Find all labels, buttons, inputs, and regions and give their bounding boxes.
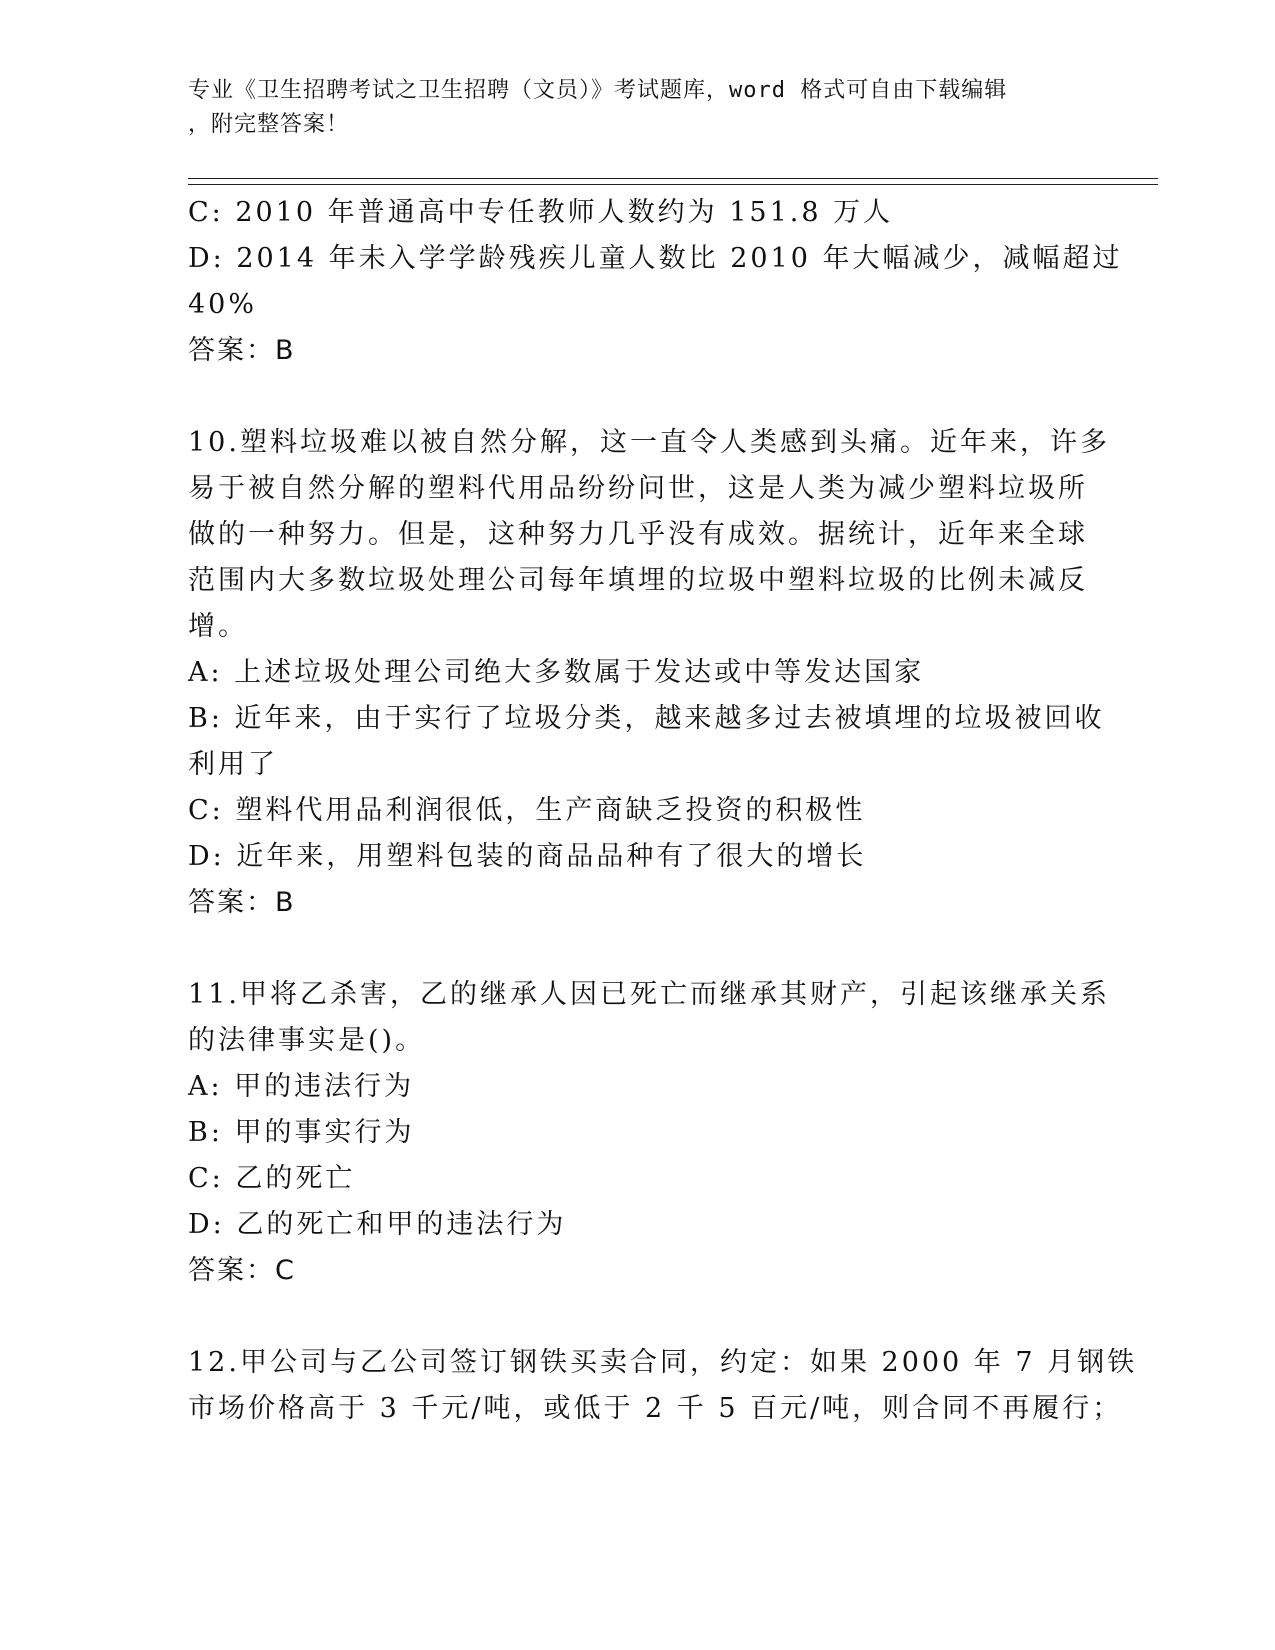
option-a: A: 甲的违法行为 <box>188 1071 415 1102</box>
option-d: D: 近年来，用塑料包装的商品品种有了很大的增长 <box>188 841 867 872</box>
header-divider <box>188 178 1158 185</box>
question-12 <box>188 1340 1138 1432</box>
option-d-continued: 40% <box>188 289 258 320</box>
option-b: B: 近年来，由于实行了垃圾分类，越来越多过去被填埋的垃圾被回收 <box>188 703 1105 734</box>
answer: 答案：B <box>188 887 296 918</box>
option-c: C: 塑料代用品利润很低，生产商缺乏投资的积极性 <box>188 795 866 826</box>
option-c: C: 2010 年普通高中专任教师人数约为 151.8 万人 <box>188 197 894 228</box>
header-title-line: 专业《卫生招聘考试之卫生招聘（文员）》考试题库，word 格式可自由下载编辑 <box>188 78 1008 103</box>
question-stem: 做的一种努力。但是，这种努力几乎没有成效。据统计，近年来全球 <box>188 519 1088 550</box>
option-b-continued: 利用了 <box>188 749 278 780</box>
header-title-line-continued: ，附完整答案！ <box>188 112 350 137</box>
option-a: A: 上述垃圾处理公司绝大多数属于发达或中等发达国家 <box>188 657 925 688</box>
question-9 <box>188 190 1123 374</box>
spacer <box>188 926 1088 972</box>
question-stem: 范围内大多数垃圾处理公司每年填埋的垃圾中塑料垃圾的比例未减反 <box>188 565 1088 596</box>
option-c: C: 乙的死亡 <box>188 1163 356 1194</box>
question-11 <box>188 972 1110 1294</box>
question-stem: 的法律事实是()。 <box>188 1025 426 1056</box>
option-d: D: 2014 年未入学学龄残疾儿童人数比 2010 年大幅减少，减幅超过 <box>188 243 1123 274</box>
document-body <box>188 190 1138 1432</box>
answer: 答案：B <box>188 335 296 366</box>
spacer <box>188 1294 1088 1340</box>
option-d: D: 乙的死亡和甲的违法行为 <box>188 1209 567 1240</box>
document-header <box>188 74 1078 142</box>
answer: 答案：C <box>188 1255 296 1286</box>
question-stem: 11.甲将乙杀害，乙的继承人因已死亡而继承其财产，引起该继承关系 <box>188 979 1110 1010</box>
question-10 <box>188 420 1110 926</box>
question-stem: 12.甲公司与乙公司签订钢铁买卖合同，约定：如果 2000 年 7 月钢铁 <box>188 1347 1138 1378</box>
spacer <box>188 374 1088 420</box>
option-b: B: 甲的事实行为 <box>188 1117 415 1148</box>
question-stem: 易于被自然分解的塑料代用品纷纷问世，这是人类为减少塑料垃圾所 <box>188 473 1088 504</box>
question-stem: 市场价格高于 3 千元/吨，或低于 2 千 5 百元/吨，则合同不再履行； <box>188 1393 1123 1424</box>
question-stem: 增。 <box>188 611 248 642</box>
question-stem: 10.塑料垃圾难以被自然分解，这一直令人类感到头痛。近年来，许多 <box>188 427 1110 458</box>
